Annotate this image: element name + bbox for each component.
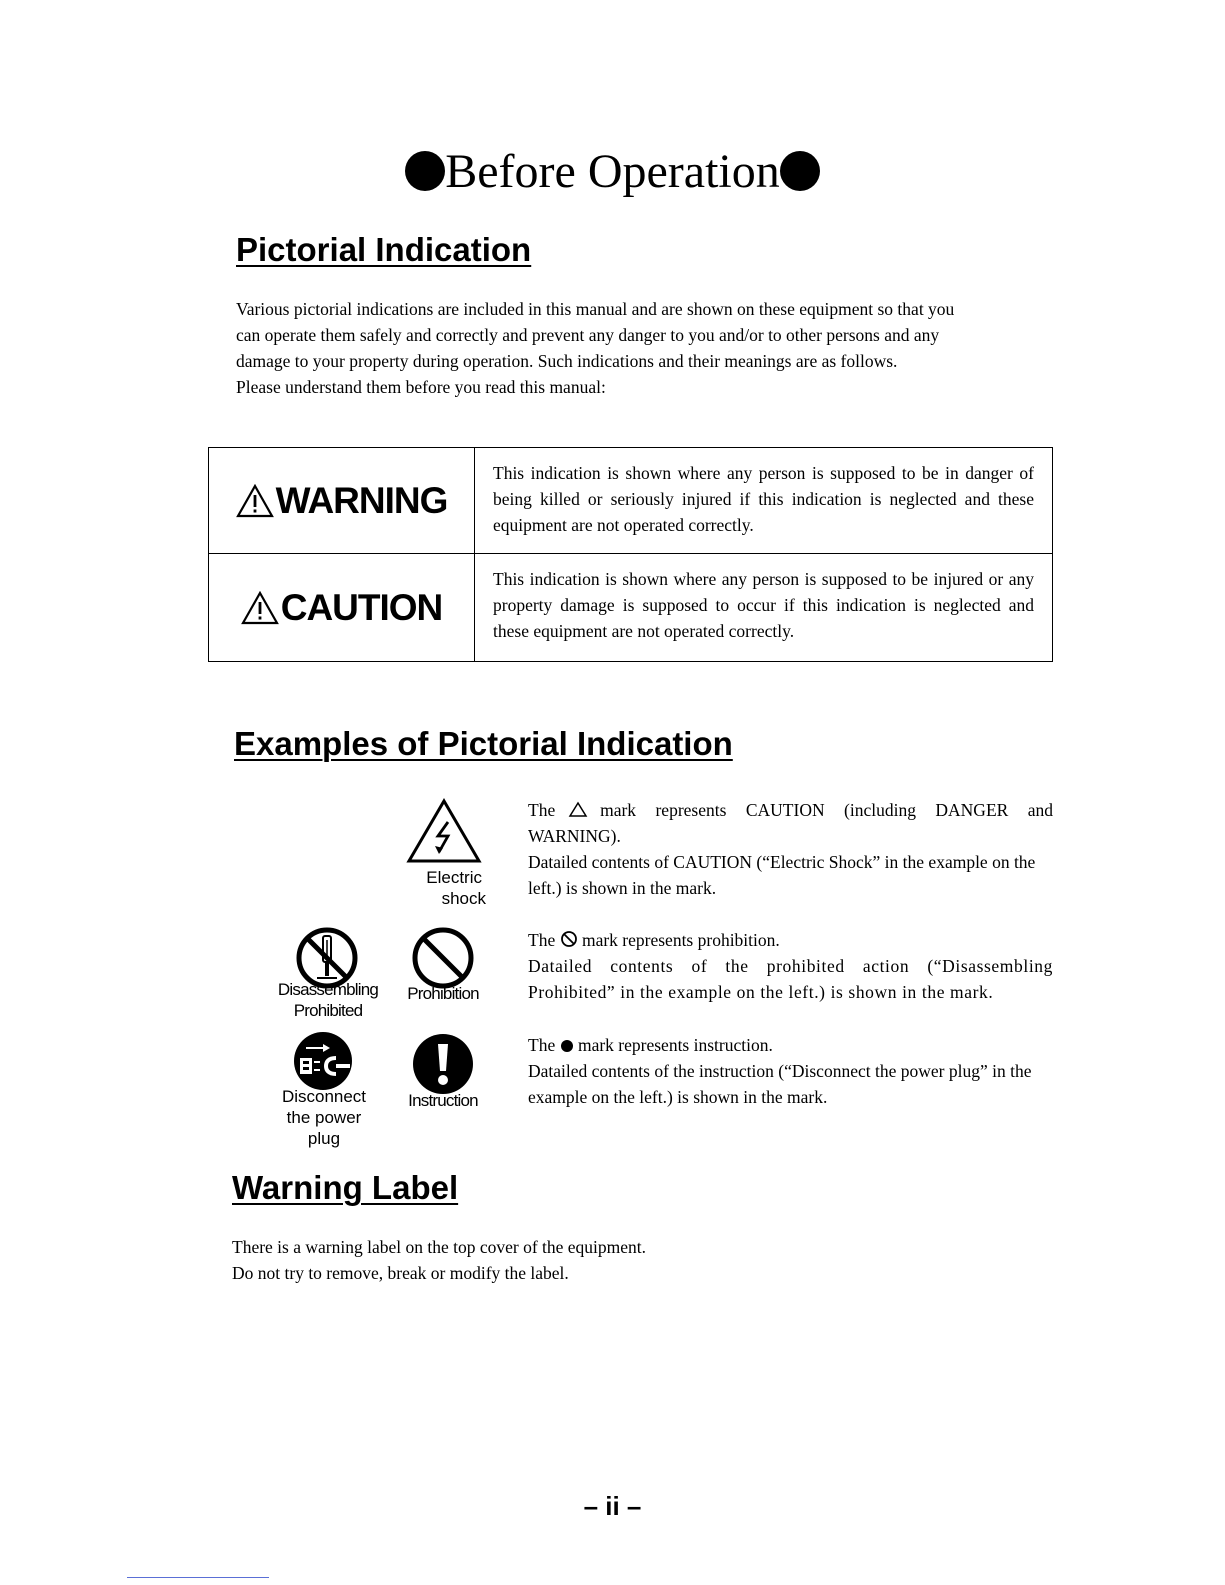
page-title-text: Before Operation: [445, 145, 780, 198]
caution-detail: Datailed contents of CAUTION (“Electric Shock” in the example on the left.) is shown in the mark.: [528, 852, 1036, 898]
caption-line: plug: [307, 1129, 341, 1148]
caption-line: Disassembling: [277, 980, 379, 999]
instruction-icon: [412, 1033, 474, 1095]
examples-heading: Examples of Pictorial Indication: [234, 725, 733, 762]
warning-label-paragraph: [232, 1234, 1032, 1286]
prohibition-mark-post: mark represents prohibition.: [581, 930, 780, 950]
disconnect-plug-caption: [265, 1086, 383, 1149]
table-row-caution: [209, 554, 1052, 661]
prohibition-detail: Datailed contents of the prohibited action (“Disassembling Prohibited” in the example on the left.) is shown in the mark.: [528, 956, 1053, 1002]
prohibition-icon: [411, 926, 475, 990]
paragraph-line: damage to your property during operation. Such indications and their meanings are as follows.: [236, 351, 898, 371]
caution-mark-pre: The: [528, 800, 556, 820]
table-row-warning: [209, 448, 1052, 554]
caution-triangle-icon: [241, 591, 279, 625]
caption-line: shock: [441, 889, 486, 908]
warning-label-text: WARNING: [275, 479, 448, 521]
instruction-mark-pre: The: [528, 1035, 556, 1055]
caption-line: Electric: [426, 868, 482, 887]
caution-mark-post: mark represents CAUTION (including DANGER and WARNING).: [528, 800, 1053, 846]
paragraph-line: There is a warning label on the top cover of the equipment.: [232, 1237, 647, 1257]
pictorial-indication-heading: Pictorial Indication: [236, 231, 532, 268]
disassembling-prohibited-caption: [268, 979, 388, 1021]
caution-label-text: CAUTION: [280, 586, 443, 628]
warning-label-cell: [209, 448, 475, 553]
warning-triangle-icon: [236, 484, 274, 518]
warning-label-heading: Warning Label: [232, 1169, 459, 1206]
indication-table: [208, 447, 1053, 662]
caption-line: Prohibition: [407, 984, 479, 1003]
instruction-mark-explanation: [528, 1032, 1053, 1110]
paragraph-line: can operate them safely and correctly and prevent any danger to you and/or to other persons and any: [236, 325, 940, 345]
electric-shock-caption: [396, 867, 486, 909]
prohibition-mark-icon: [560, 930, 578, 948]
disconnect-plug-icon: [292, 1030, 354, 1092]
page-title: [0, 142, 1225, 202]
instruction-caption: [393, 1090, 493, 1111]
prohibition-mark-sentence: [528, 927, 1053, 953]
instruction-detail: Datailed contents of the instruction (“Disconnect the power plug” in the example on the left.) is shown in the mark.: [528, 1061, 1032, 1107]
prohibition-caption: [393, 983, 493, 1004]
caption-line: Instruction: [408, 1091, 478, 1110]
caution-mark-sentence: [528, 797, 1053, 849]
caption-line: Disconnect: [281, 1087, 367, 1106]
warning-description: This indication is shown where any person is supposed to be in danger of being killed or seriously injured if this indication is neglected and these equipment are not operated correctly.: [493, 463, 1034, 535]
page-number: – ii –: [583, 1491, 642, 1521]
triangle-mark-icon: [568, 801, 588, 818]
prohibition-mark-explanation: [528, 927, 1053, 1005]
paragraph-line: Please understand them before you read this manual:: [236, 377, 606, 397]
caution-description: This indication is shown where any person is supposed to be injured or any property damage is supposed to occur if this indication is neglected and these equipment are not operated correctly.: [493, 569, 1034, 641]
caution-label-cell: [209, 554, 475, 661]
pictorial-indication-paragraph: [236, 296, 1036, 400]
instruction-mark-sentence: [528, 1032, 1053, 1058]
electric-shock-icon: [406, 798, 482, 864]
bullet-dot-icon: [405, 151, 445, 191]
caption-line: the power: [286, 1108, 362, 1127]
prohibition-mark-pre: The: [528, 930, 556, 950]
bullet-dot-icon: [780, 151, 820, 191]
instruction-mark-post: mark represents instruction.: [577, 1035, 773, 1055]
footer-rule: [127, 1577, 269, 1578]
caution-mark-explanation: [528, 797, 1053, 901]
paragraph-line: Various pictorial indications are included in this manual and are shown on these equipment so that you: [236, 299, 955, 319]
paragraph-line: Do not try to remove, break or modify the label.: [232, 1263, 569, 1283]
caption-line: Prohibited: [293, 1001, 363, 1020]
instruction-mark-icon: [560, 1039, 574, 1053]
